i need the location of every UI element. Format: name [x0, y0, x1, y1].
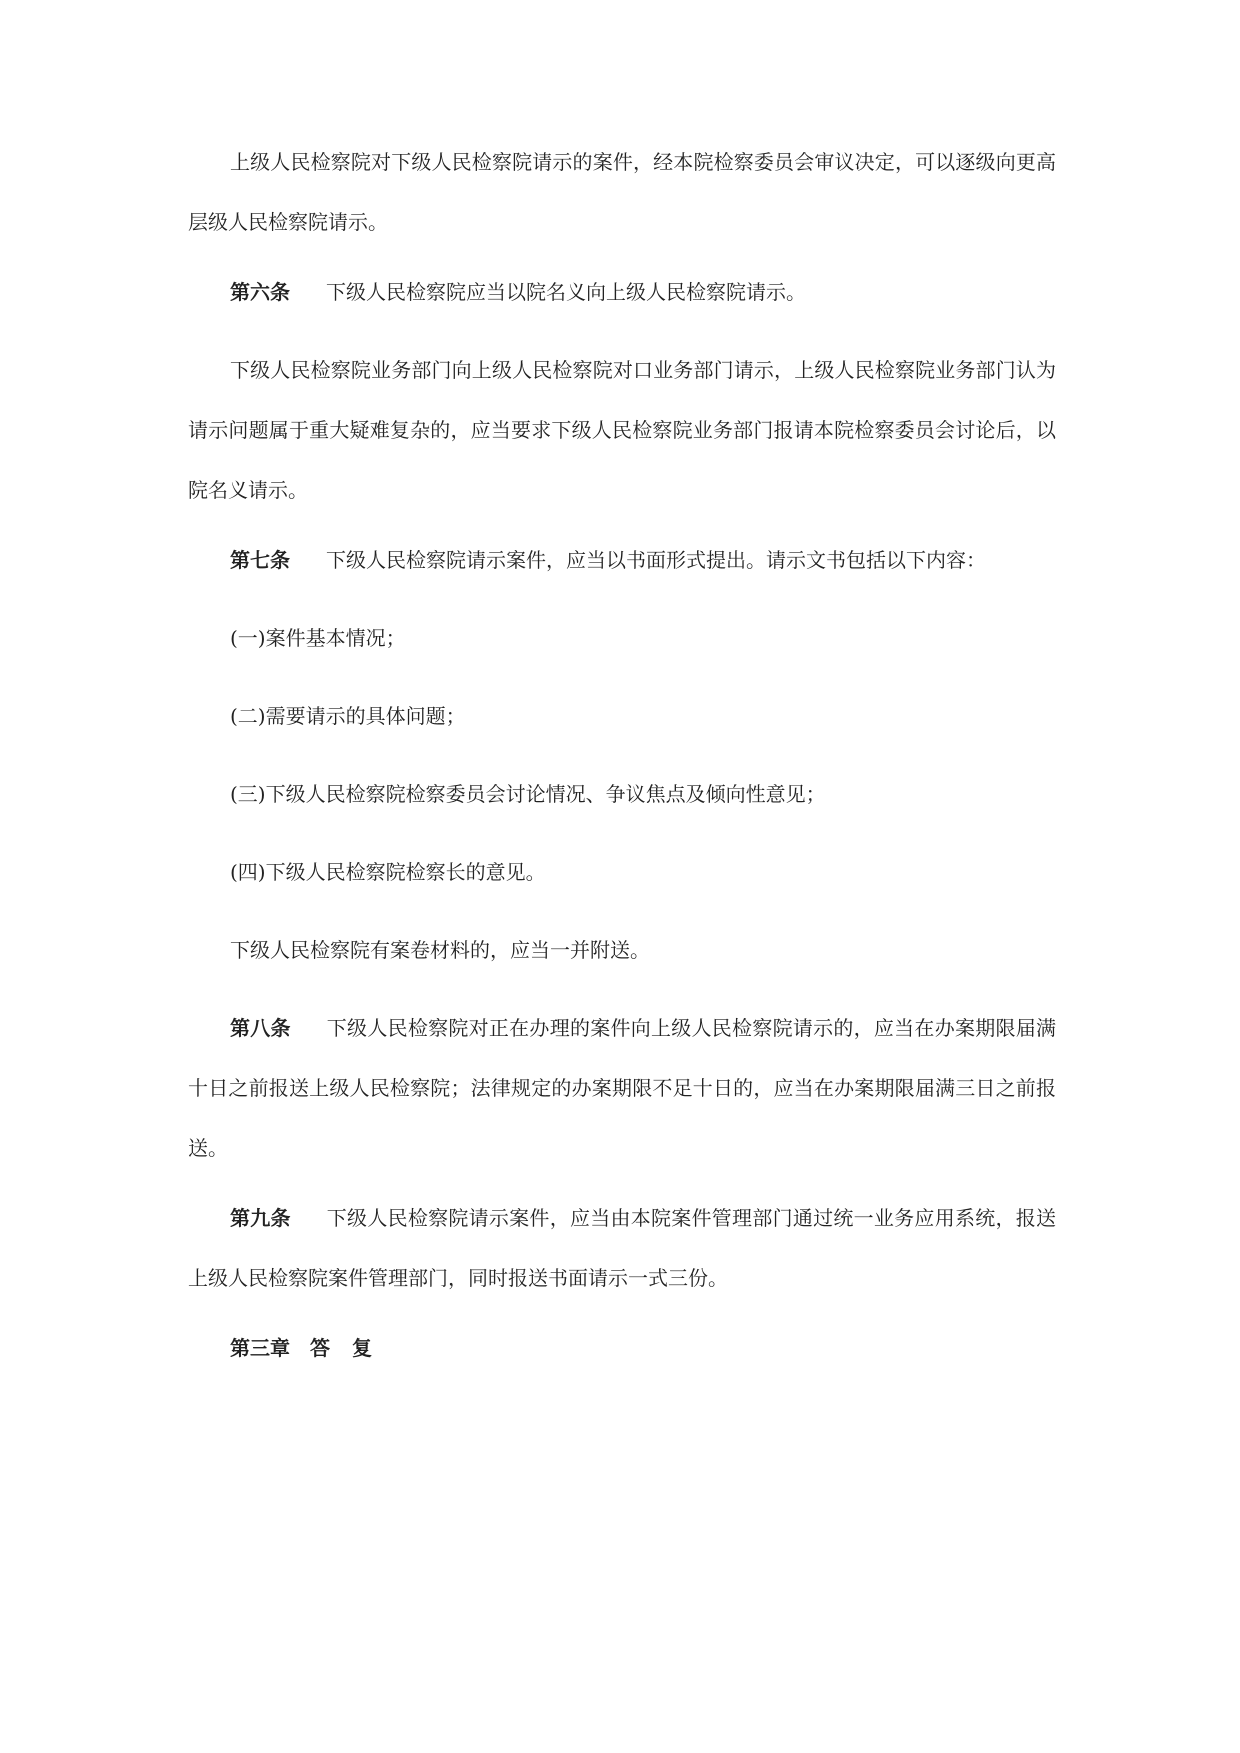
- paragraph-9: [188, 920, 1056, 980]
- article-7: [188, 530, 1056, 590]
- list-item-1: [188, 608, 1056, 668]
- article-9: [188, 1188, 1056, 1308]
- article-6: [188, 262, 1056, 322]
- paragraph-text: 下级人民检察院应当以院名义向上级人民检察院请示。: [326, 280, 806, 304]
- chapter-heading: [230, 1318, 372, 1378]
- list-item-2: [188, 686, 1056, 746]
- chapter-name-char: 答: [310, 1336, 330, 1360]
- paragraph-3: [188, 340, 1056, 520]
- article-title: 第七条: [230, 548, 290, 572]
- chapter-number: 第三章: [230, 1336, 290, 1360]
- paragraph-text: 下级人民检察院对正在办理的案件向上级人民检察院请示的，应当在办案期限届满十日之前报送上级人民检察院；法律规定的办案期限不足十日的，应当在办案期限届满三日之前报送。: [188, 1016, 1057, 1160]
- list-item-3: [188, 764, 1056, 824]
- paragraph-text: (三)下级人民检察院检察委员会讨论情况、争议焦点及倾向性意见；: [230, 782, 826, 806]
- article-8: [188, 998, 1056, 1178]
- article-title: 第六条: [230, 280, 290, 304]
- paragraph-1: [188, 132, 1056, 252]
- paragraph-text: 下级人民检察院有案卷材料的，应当一并附送。: [230, 938, 650, 962]
- paragraph-text: 下级人民检察院业务部门向上级人民检察院对口业务部门请示，上级人民检察院业务部门认为请示问题属于重大疑难复杂的，应当要求下级人民检察院业务部门报请本院检察委员会讨论后，以院名义请示。: [188, 358, 1056, 502]
- chapter-name-char: 复: [352, 1336, 372, 1360]
- paragraph-text: 下级人民检察院请示案件，应当以书面形式提出。请示文书包括以下内容：: [326, 548, 986, 572]
- paragraph-text: 上级人民检察院对下级人民检察院请示的案件，经本院检察委员会审议决定，可以逐级向更高层级人民检察院请示。: [188, 150, 1056, 234]
- article-title: 第九条: [230, 1206, 291, 1230]
- paragraph-text: (二)需要请示的具体问题；: [230, 704, 466, 728]
- paragraph-text: (四)下级人民检察院检察长的意见。: [230, 860, 546, 884]
- list-item-4: [188, 842, 1056, 902]
- paragraph-text: (一)案件基本情况；: [230, 626, 406, 650]
- article-title: 第八条: [230, 1016, 291, 1040]
- paragraph-text: 下级人民检察院请示案件，应当由本院案件管理部门通过统一业务应用系统，报送上级人民检察院案件管理部门，同时报送书面请示一式三份。: [188, 1206, 1057, 1290]
